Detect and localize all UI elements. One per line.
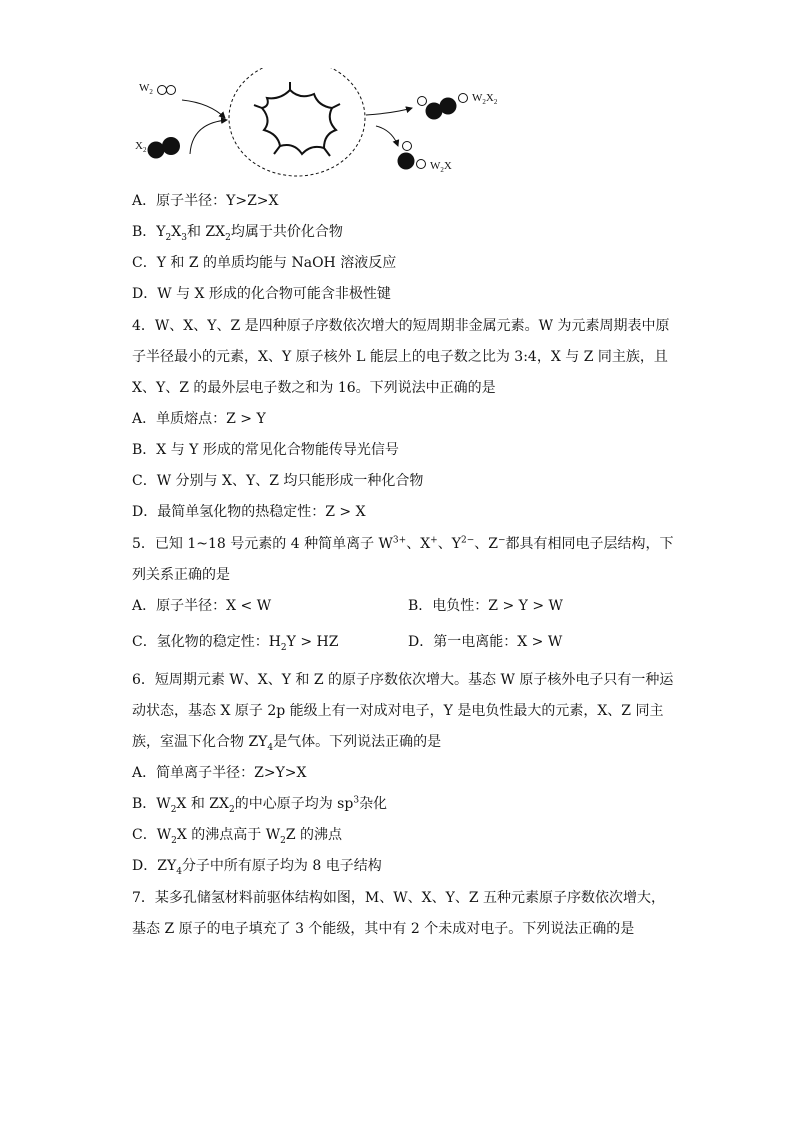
w2-arrow-icon	[182, 100, 225, 118]
q3-option-d: D．W 与 X 形成的化合物可能含非极性键	[132, 286, 391, 302]
q4-option-a: A．单质熔点：Z > Y	[132, 411, 266, 427]
q5-option-a: A．原子半径：X < W	[132, 598, 272, 614]
q4-option-d: D．最简单氢化物的热稳定性：Z > X	[132, 504, 366, 520]
q5-options-row-2	[132, 632, 794, 652]
q5-stem-line-2: 列关系正确的是	[132, 567, 230, 583]
x2-arrow-icon	[190, 120, 227, 154]
catalyst-boundary-icon	[229, 68, 365, 176]
w2x2-label: $W_2X_2$	[472, 92, 498, 107]
w2-molecule-icon	[158, 86, 176, 95]
q4-option-c: C．W 分别与 X、Y、Z 均只能形成一种化合物	[132, 473, 424, 489]
w2x2-arrow-icon	[366, 108, 412, 115]
q5-options-row-1	[132, 596, 794, 616]
q3-option-b: B．$Y_2X_3$和 $ZX_2$均属于共价化合物	[132, 224, 343, 243]
q5-option-b: B．电负性：Z > Y > W	[408, 598, 563, 614]
q4-stem-line-3: X、Y、Z 的最外层电子数之和为 16。下列说法中正确的是	[132, 380, 496, 396]
q5-option-d: D．第一电离能：X > W	[408, 634, 563, 650]
catalyst-ring-icon	[254, 82, 340, 156]
q3-option-c: C．Y 和 Z 的单质均能与 NaOH 溶液反应	[132, 255, 397, 271]
q6-option-a: A．简单离子半径：Z>Y>X	[132, 765, 307, 781]
q4-stem-line-2: 子半径最小的元素，X、Y 原子核外 L 能层上的电子数之比为 3:4，X 与 Z 同主族，且	[132, 349, 668, 365]
q6-option-c: C．$W_2X$ 的沸点高于 $W_2Z$ 的沸点	[132, 827, 343, 846]
q6-stem-line-2: 动状态，基态 X 原子 2p 能级上有一对成对电子，Y 是电负性最大的元素，X、Z 同主	[132, 703, 664, 719]
q6-option-b: B．$W_2X$ 和 $ZX_2$的中心原子均为 $sp^3$杂化	[132, 795, 388, 815]
w2x-arrow-icon	[376, 126, 398, 146]
x2-molecule-icon	[148, 137, 181, 159]
w2x-label: $W_2X$	[430, 160, 452, 175]
q5-stem-line-1: 5．已知 1~18 号元素的 4 种简单离子 $W^{3+}$、X+、$Y^{2-}$、Z−都具有相同电子层结构，下	[132, 535, 674, 552]
w2x2-molecule-icon	[418, 94, 468, 120]
q7-stem-line-2: 基态 Z 原子的电子填充了 3 个能级，其中有 2 个未成对电子。下列说法正确的是	[132, 921, 635, 937]
w2x-molecule-icon	[398, 142, 426, 170]
q5-option-c: C．氢化物的稳定性：$H_2Y$ > HZ	[132, 634, 339, 653]
q6-stem-line-3: 族，室温下化合物 $ZY_4$是气体。下列说法正确的是	[132, 734, 442, 753]
q6-stem-line-1: 6．短周期元素 W、X、Y 和 Z 的原子序数依次增大。基态 W 原子核外电子只有一种运	[132, 672, 674, 688]
x2-label: $X_2$	[135, 140, 147, 155]
q3-option-a: A．原子半径：Y>Z>X	[132, 193, 279, 209]
w2-label: $W_2$	[139, 82, 153, 97]
q4-option-b: B．X 与 Y 形成的常见化合物能传导光信号	[132, 442, 399, 458]
q7-stem-line-1: 7．某多孔储氢材料前驱体结构如图，M、W、X、Y、Z 五种元素原子序数依次增大，	[132, 890, 666, 906]
q6-option-d: D．$ZY_4$分子中所有原子均为 8 电子结构	[132, 858, 382, 877]
reaction-diagram	[130, 68, 498, 186]
q4-stem-line-1: 4．W、X、Y、Z 是四种原子序数依次增大的短周期非金属元素。W 为元素周期表中原	[132, 318, 670, 334]
